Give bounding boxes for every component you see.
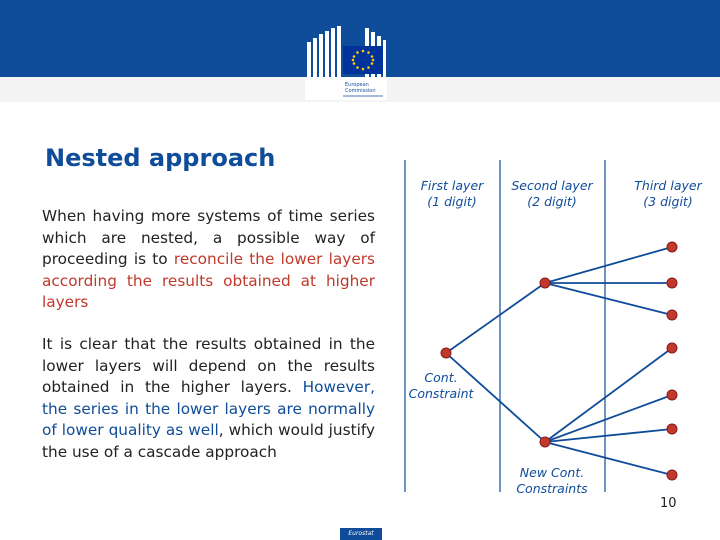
node-third-layer-7 (667, 470, 677, 480)
slide-title: Nested approach (45, 144, 276, 172)
node-third-layer-1 (667, 242, 677, 252)
node-third-layer-5 (667, 390, 677, 400)
paragraph-2-tail: , which would justify the use of a cascade approach (42, 421, 376, 461)
column-1-label-line2: (1 digit) (427, 194, 477, 209)
column-2-label-line1: Second layer (511, 178, 593, 193)
brand-label (345, 82, 376, 94)
node-third-layer-6 (667, 424, 677, 434)
new-cont-constraints-line2: Constraints (516, 481, 588, 496)
paragraph-2-text: It is clear that the results obtained in the lower layers will depend on the results obtained in the higher layers. (42, 335, 375, 397)
cont-constraint-line2: Constraint (408, 386, 474, 401)
paragraph-2-highlight: However, the series in the lower layers are normally of lower quality as well (42, 378, 375, 440)
node-third-layer-4 (667, 343, 677, 353)
page-number: 10 (660, 496, 677, 511)
column-3-label-line2: (3 digit) (643, 194, 693, 209)
node-first-layer (441, 348, 451, 358)
connector-lines (446, 247, 672, 475)
layer-nodes (441, 242, 677, 480)
new-cont-constraints-line1: New Cont. (519, 465, 585, 480)
brand-line-1: European (345, 82, 369, 88)
column-1-label-line1: First layer (420, 178, 484, 193)
cont-constraint-line1: Cont. (424, 370, 458, 385)
eurostat-logo: Eurostat (340, 528, 382, 540)
node-third-layer-2 (667, 278, 677, 288)
paragraph-1 (42, 206, 375, 314)
column-3-label-line1: Third layer (634, 178, 702, 193)
brand-line-2: Commission (345, 88, 376, 94)
node-second-layer-1 (540, 278, 550, 288)
paragraph-1-highlight: reconcile the lower layers according the results obtained at higher layers (42, 250, 375, 312)
node-third-layer-3 (667, 310, 677, 320)
column-2-label-line2: (2 digit) (527, 194, 577, 209)
nested-layers-diagram (390, 150, 720, 505)
paragraph-2 (42, 334, 375, 464)
node-second-layer-2 (540, 437, 550, 447)
paragraph-1-text: When having more systems of time series which are nested, a possible way of proceeding is to (42, 207, 375, 269)
